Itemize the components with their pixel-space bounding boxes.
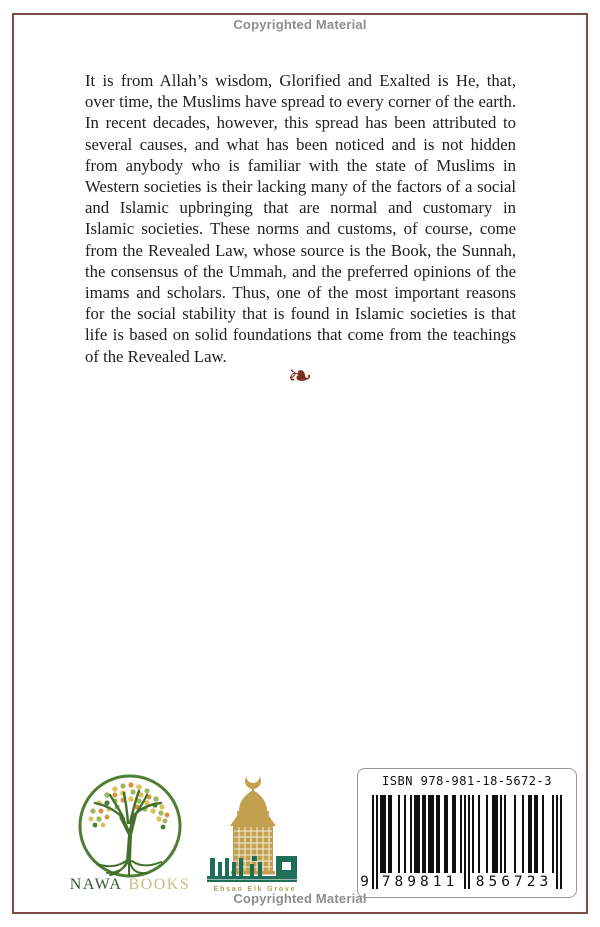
isbn-label: ISBN 978-981-18-5672-3: [382, 774, 552, 788]
nawa-books-tree-icon: [77, 773, 183, 879]
books-word: BOOKS: [128, 876, 191, 893]
barcode: [360, 795, 562, 890]
barcode-digit-first: 9: [360, 874, 369, 890]
nawa-word: NAWA: [69, 876, 123, 893]
roof: [230, 815, 276, 827]
barcode-digits-left: 789811: [378, 874, 462, 891]
copyright-banner-bottom: Copyrighted Material: [233, 891, 367, 906]
barcode-digits-right: 856723: [472, 874, 556, 891]
crescent-icon: [245, 770, 261, 789]
copyright-banner-top: Copyrighted Material: [233, 17, 367, 32]
kufic-calligraphy: [207, 856, 297, 882]
tree-roots: [97, 861, 161, 875]
ehsan-mosque-icon: [206, 770, 302, 888]
ehsan-caption: Ehsan Elk Grove: [213, 886, 297, 893]
back-cover-blurb: It is from Allah’s wisdom, Glorified and Exalted is He, that, over time, the Muslims have spread to every corner of the earth. In recent decades, however, this spread has been attributed to several causes, and what has been noticed and is not hidden from anybody who is familiar with the state of Muslims in Western societies is their lacking many of the factors of a social and Islamic upbringing that are normal and customary in Islamic societies. These norms and customs, of course, come from the Revealed Law, whose source is the Book, the Sunnah, the consensus of the Ummah, and the preferred opinions of the imams and scholars. Thus, one of the most important reasons for the social stability that is found in Islamic societies is that life is based on solid foundations that come from the teachings of the Revealed Law.: [85, 71, 516, 366]
isbn-barcode-box: [357, 768, 577, 898]
dome: [239, 790, 267, 811]
fleuron-ornament-icon: ❧: [287, 359, 313, 394]
